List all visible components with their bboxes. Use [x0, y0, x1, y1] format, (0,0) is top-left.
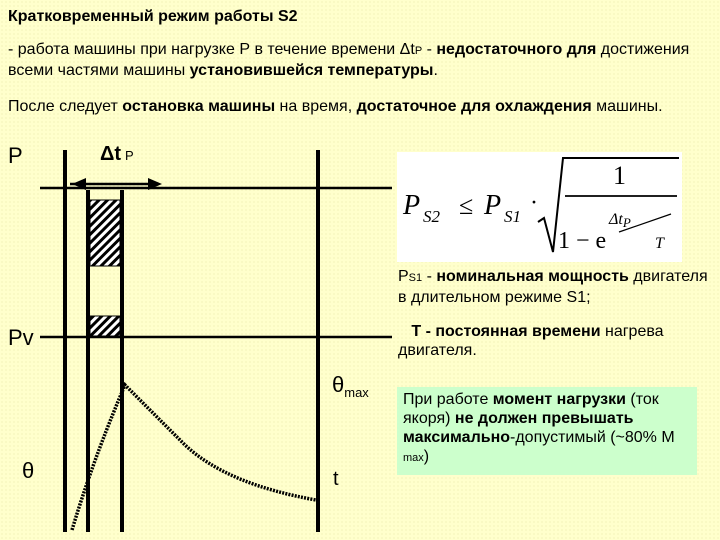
- formula-lhs-sub: S2: [423, 207, 440, 226]
- theta-max-subscript: max: [344, 385, 369, 400]
- temperature-curve: [72, 385, 316, 530]
- power-formula: [397, 152, 682, 262]
- after-paragraph: [8, 97, 708, 116]
- formula-rhs-sub: S1: [504, 207, 521, 226]
- formula-dot: ·: [530, 190, 538, 216]
- time-constant-description: [398, 322, 714, 360]
- note-text-2: (ток якоря): [403, 391, 659, 427]
- time-label: t: [333, 468, 339, 490]
- desc1-symbol: P: [398, 268, 409, 285]
- formula-exponent-dt-subscript: P: [622, 215, 631, 230]
- desc1-bold: номинальная мощность: [436, 268, 629, 285]
- note-subscript: max: [403, 452, 424, 464]
- note-bold-2: не должен превышать максимально: [403, 410, 634, 446]
- formula-one-minus-e: 1 − e: [558, 228, 607, 254]
- p-axis-label: P: [8, 143, 23, 168]
- theta-label: θ: [22, 458, 35, 483]
- dt-label-symbol: Δt: [100, 143, 122, 165]
- theta-max-label: [332, 372, 369, 400]
- power-block-losses: [90, 316, 120, 336]
- dt-label-subscript: P: [125, 148, 134, 163]
- intro-text-4: .: [433, 62, 438, 79]
- intro-text-2: -: [422, 41, 437, 58]
- formula-exponent-dt-symbol: Δt: [609, 211, 623, 228]
- note-text-3: -допустимый (~80% М: [510, 429, 675, 446]
- theta-max-symbol: θ: [332, 372, 345, 397]
- intro-dt-symbol: Δt: [399, 41, 415, 58]
- formula-rhs-p: P: [484, 190, 502, 221]
- load-torque-note: [397, 387, 697, 475]
- desc2-text: нагрева двигателя.: [398, 323, 664, 359]
- slide-title: Кратковременный режим работы S2: [8, 8, 298, 25]
- after-bold-2: достаточное для охлаждения: [356, 98, 592, 115]
- formula-exponent-dt: [608, 211, 631, 230]
- dt-label: [100, 143, 134, 165]
- desc1-text: двигателя в длительном режиме S1;: [398, 268, 708, 306]
- intro-text-3: достижения всеми частями машины: [8, 41, 690, 79]
- formula-lhs-p: P: [403, 190, 421, 221]
- rated-power-description: [398, 267, 714, 307]
- intro-paragraph: [8, 40, 708, 80]
- desc2-bold: Т - постоянная времени: [411, 323, 601, 340]
- power-block-main: [90, 200, 120, 266]
- after-text-1: После следует: [8, 98, 123, 115]
- after-text-2: на время,: [275, 98, 357, 115]
- desc1-subscript: S1: [408, 272, 423, 284]
- desc1-dash: -: [422, 268, 437, 285]
- note-text-4: ): [423, 448, 430, 465]
- after-bold-1: остановка машины: [122, 98, 276, 115]
- intro-dt-subscript: P: [414, 45, 423, 57]
- formula-exponent-denominator: T: [655, 235, 664, 252]
- intro-bold-2: установившейся температуры: [189, 62, 434, 79]
- formula-numerator: 1: [613, 161, 626, 190]
- power-formula-box: [397, 152, 682, 262]
- intro-bold-1: недостаточного для: [436, 41, 597, 58]
- load-temperature-diagram: [0, 130, 400, 540]
- after-text-3: машины.: [591, 98, 663, 115]
- note-bold-1: момент нагрузки: [492, 391, 626, 408]
- intro-text-1: - работа машины при нагрузке Р в течение времени: [8, 41, 400, 58]
- formula-le: ≤: [459, 191, 474, 220]
- note-text-1: При работе: [403, 391, 493, 408]
- pv-label: Pv: [8, 325, 34, 350]
